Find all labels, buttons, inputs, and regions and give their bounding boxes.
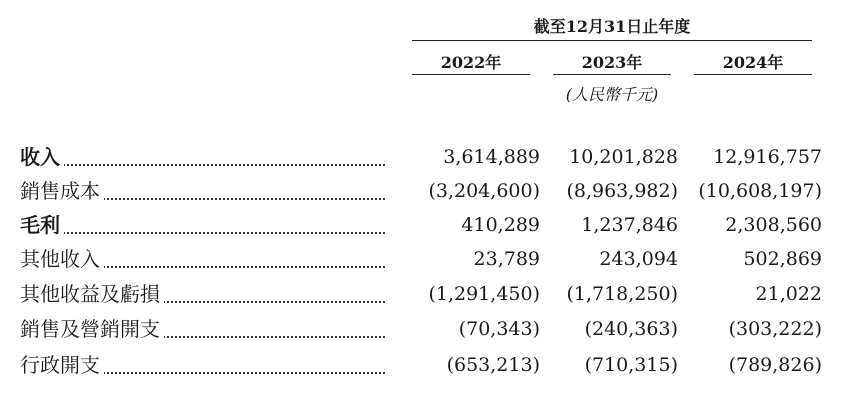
- value-2024: (303,222): [728, 318, 822, 340]
- value-2022: (70,343): [458, 318, 540, 340]
- value-2023: (1,718,250): [566, 283, 678, 305]
- year-header-2022: 2022年: [440, 53, 502, 72]
- row-label: 收入: [20, 140, 385, 174]
- table-row-other-gains-losses: [0, 277, 856, 311]
- year-header-2024: 2024年: [722, 53, 784, 72]
- value-2022: (3,204,600): [428, 180, 540, 202]
- year-header-2023: 2023年: [581, 53, 643, 72]
- period-header: 截至12月31日止年度: [533, 17, 691, 36]
- value-2024: 21,022: [755, 283, 822, 305]
- value-2023: 243,094: [599, 248, 678, 270]
- value-2022: 23,789: [473, 248, 540, 270]
- table-row-other-income: [0, 242, 856, 276]
- value-2022: (653,213): [446, 354, 540, 376]
- value-2023: (240,363): [584, 318, 678, 340]
- table-row-admin-expenses: [0, 348, 856, 382]
- value-2023: (710,315): [584, 354, 678, 376]
- row-label: 銷售成本: [20, 174, 385, 208]
- value-2023: 1,237,846: [581, 214, 678, 236]
- value-2022: 3,614,889: [443, 146, 540, 168]
- table-row-selling-marketing: [0, 312, 856, 346]
- table-row-gross-profit: [0, 208, 856, 242]
- value-2023: 10,201,828: [569, 146, 678, 168]
- year-rule-2022: [412, 74, 530, 75]
- value-2024: 2,308,560: [725, 214, 822, 236]
- row-label: 其他收益及虧損: [20, 277, 385, 311]
- table-row-revenue: [0, 140, 856, 174]
- value-2023: (8,963,982): [566, 180, 678, 202]
- value-2024: (10,608,197): [698, 180, 822, 202]
- value-2024: (789,826): [728, 354, 822, 376]
- row-label: 毛利: [20, 208, 385, 242]
- value-2024: 502,869: [743, 248, 822, 270]
- value-2022: (1,291,450): [428, 283, 540, 305]
- row-label: 行政開支: [20, 348, 385, 382]
- value-2022: 410,289: [461, 214, 540, 236]
- year-rule-2024: [694, 74, 812, 75]
- unit-label: (人民幣千元): [565, 85, 659, 104]
- row-label: 銷售及營銷開支: [20, 312, 385, 346]
- row-label: 其他收入: [20, 242, 385, 276]
- table-row-cost-of-sales: [0, 174, 856, 208]
- year-rule-2023: [553, 74, 671, 75]
- header-rule: [412, 40, 812, 41]
- value-2024: 12,916,757: [713, 146, 822, 168]
